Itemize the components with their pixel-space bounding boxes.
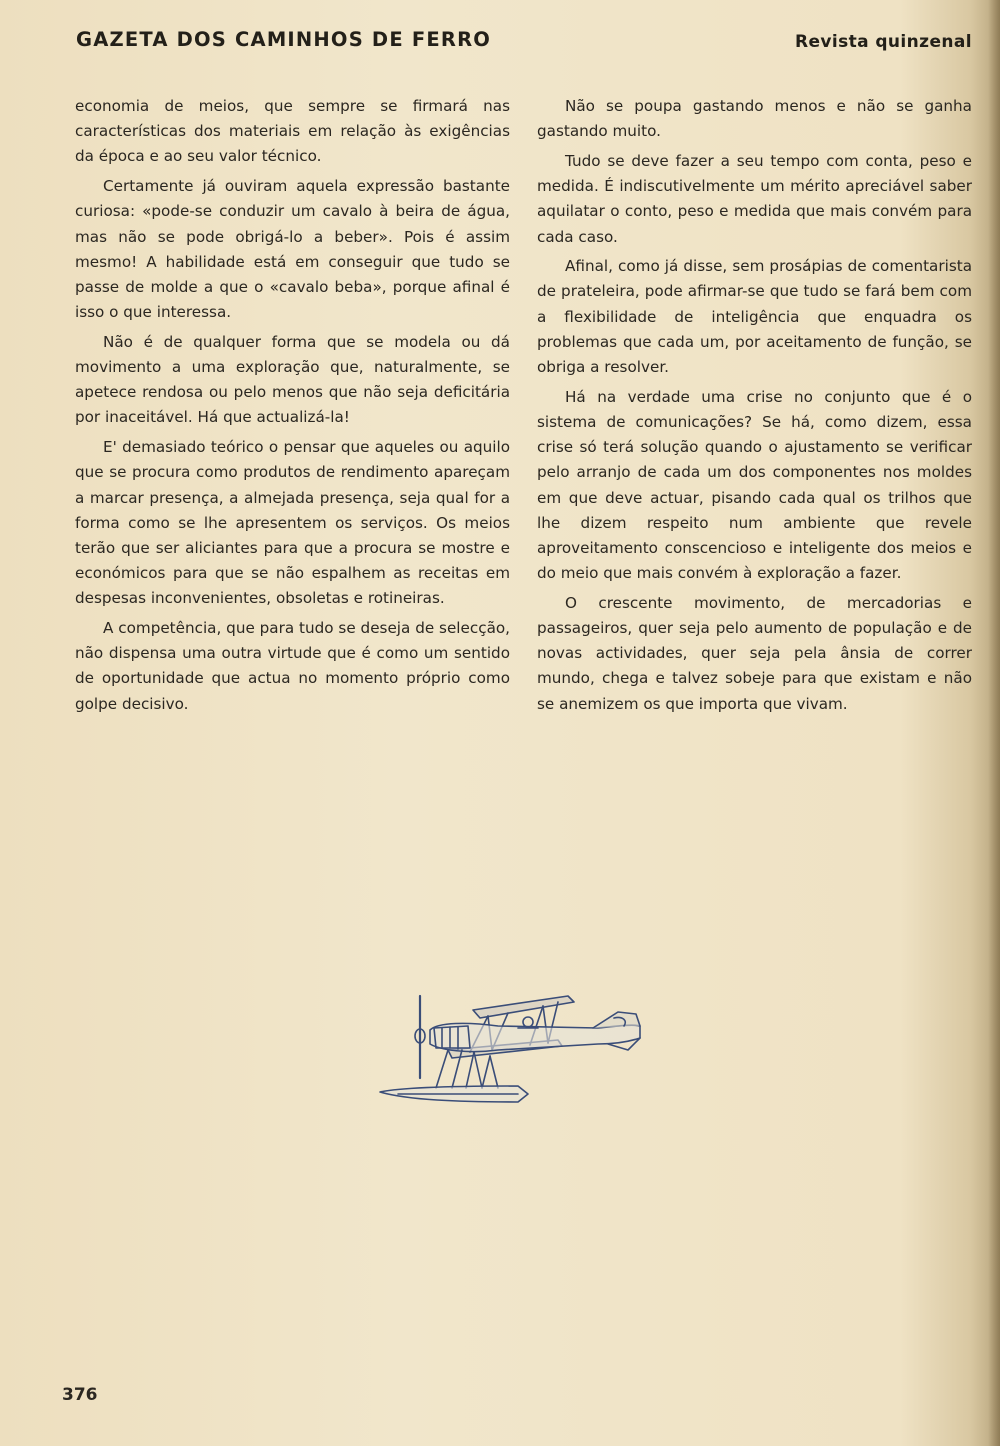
paragraph: A competência, que para tudo se deseja de selecção, não dispensa uma outra virtude que é como um sentido de oportunidade que actua no momento próprio como golpe decisivo. xyxy=(75,619,510,713)
paragraph: O crescente movimento, de mercadorias e passageiros, quer seja pelo aumento de população e de novas actividades, quer seja pela ânsia de correr mundo, chega e talvez sobeje para que existam e não se anemizem os que importa que vivam. xyxy=(537,593,972,713)
right-text-column xyxy=(537,94,972,721)
paragraph: economia de meios, que sempre se firmará nas características dos materiais em relação às exigências da época e ao seu valor técnico. xyxy=(75,97,510,166)
magazine-title: GAZETA DOS CAMINHOS DE FERRO xyxy=(76,28,492,51)
paragraph: Tudo se deve fazer a seu tempo com conta, peso e medida. É indiscutivelmente um mérito apreciável saber aquilatar o conto, peso e medida que mais convém para cada caso. xyxy=(537,151,972,246)
page-number: 376 xyxy=(62,1385,98,1405)
page-edge-shadow xyxy=(988,0,1000,1446)
paragraph: Certamente já ouviram aquela expressão bastante curiosa: «pode-se conduzir um cavalo à beira de água, mas não se pode obrigá-lo a beber». Pois é assim mesmo! A habilidade está em conseguir que tudo se passe de molde a que o «cavalo beba», porque afinal é isso o que interessa. xyxy=(75,177,510,322)
paragraph: Não se poupa gastando menos e não se ganha gastando muito. xyxy=(537,97,972,141)
paragraph: Não é de qualquer forma que se modela ou dá movimento a uma exploração que, naturalmente, se apetece rendosa ou pelo menos que não seja deficitária por inaceitável. Há que actualizá-la! xyxy=(75,332,510,427)
seaplane-illustration-icon xyxy=(378,988,658,1108)
magazine-subtitle: Revista quinzenal xyxy=(795,32,972,52)
paragraph: E' demasiado teórico o pensar que aqueles ou aquilo que se procura como produtos de rendimento apareçam a marcar presença, a almejada presença, seja qual for a forma como se lhe apresentem os serviços. Os meios terão que ser aliciantes para que a procura se mostre e económicos para que se não espalhem as receitas em despesas inconvenientes, obsoletas e rotineiras. xyxy=(75,438,510,608)
paragraph: Afinal, como já disse, sem prosápias de comentarista de prateleira, pode afirmar-se que tudo se fará bem com a flexibilidade de inteligência que enquadra os problemas que cada um, por aceitamento de função, se obriga a resolver. xyxy=(537,257,972,377)
paragraph: Há na verdade uma crise no conjunto que é o sistema de comunicações? Se há, como dizem, essa crise só terá solução quando o ajustamento se verificar pelo arranjo de cada um dos componentes nos moldes em que deve actuar, pisando cada qual os trilhos que lhe dizem respeito num ambiente que revele aproveitamento conscencioso e inteligente dos meios e do meio que mais convém à exploração a fazer. xyxy=(537,387,972,583)
left-text-column xyxy=(75,94,510,721)
